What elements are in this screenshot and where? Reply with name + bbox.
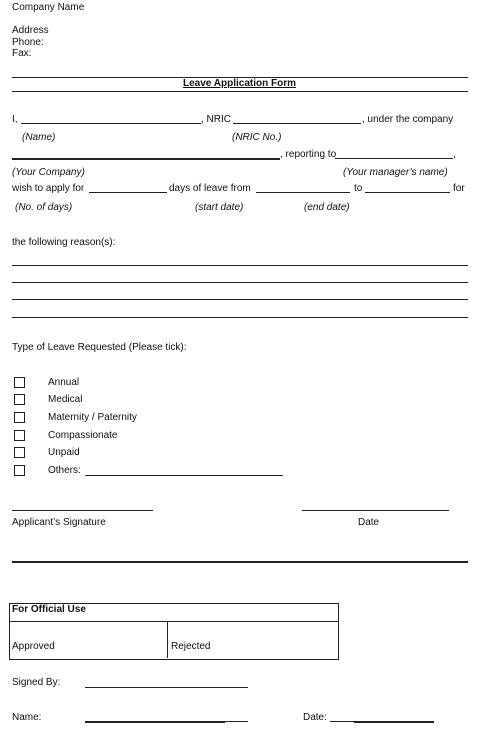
company-field[interactable] <box>12 158 280 160</box>
applicant-signature-label: Applicant’s Signature <box>12 517 106 528</box>
reason-line-2[interactable] <box>12 282 468 283</box>
medical-label: Medical <box>48 394 83 405</box>
manager-hint: (Your manager’s name) <box>343 167 448 178</box>
nric-field[interactable] <box>233 123 361 124</box>
company-hint: (Your Company) <box>12 167 85 178</box>
compassionate-checkbox[interactable] <box>14 430 25 441</box>
footer-date-field[interactable] <box>354 721 434 723</box>
address-label: Address <box>12 25 49 36</box>
name-field-footer[interactable] <box>85 721 225 723</box>
nric-label: , NRIC <box>201 114 231 125</box>
name-hint: (Name) <box>22 132 56 143</box>
name-label: Name: <box>12 712 42 723</box>
form-title: Leave Application Form <box>183 78 296 89</box>
end-hint: (end date) <box>304 202 350 213</box>
name-field[interactable] <box>21 123 201 124</box>
maternity-paternity-label: Maternity / Paternity <box>48 412 137 423</box>
comma: , <box>453 149 456 160</box>
annual-label: Annual <box>48 377 80 388</box>
applicant-signature-line[interactable] <box>12 510 153 511</box>
others-checkbox[interactable] <box>14 465 25 476</box>
footer-date-label: Date: <box>303 712 327 723</box>
wish-apply-label: wish to apply for <box>12 183 85 194</box>
manager-field[interactable] <box>335 158 453 159</box>
applicant-date-label: Date <box>358 517 380 528</box>
under-company-text: , under the company <box>362 114 454 125</box>
reporting-to-label: , reporting to <box>280 149 337 160</box>
signed-by-field[interactable] <box>85 687 248 688</box>
medical-checkbox[interactable] <box>14 394 25 405</box>
to-label: to <box>354 183 363 194</box>
unpaid-label: Unpaid <box>48 447 80 458</box>
reasons-label: the following reason(s): <box>12 237 116 248</box>
company-name: Company Name <box>12 2 85 13</box>
reason-line-3[interactable] <box>12 299 468 300</box>
end-date-field[interactable] <box>365 192 450 193</box>
i-label: I, <box>12 114 18 125</box>
phone-label: Phone: <box>12 37 44 48</box>
rejected-cell[interactable]: Rejected <box>171 641 211 652</box>
official-column-divider <box>167 622 168 658</box>
days-hint: (No. of days) <box>15 202 73 213</box>
reason-line-4[interactable] <box>12 317 468 318</box>
official-use-heading: For Official Use <box>12 604 86 615</box>
name-field-footer-tail <box>225 721 248 722</box>
signed-by-label: Signed By: <box>12 677 61 688</box>
others-label: Others: <box>48 465 81 476</box>
days-from-label: days of leave from <box>169 183 251 194</box>
applicant-date-line[interactable] <box>302 510 449 511</box>
maternity-paternity-checkbox[interactable] <box>14 412 25 423</box>
start-hint: (start date) <box>195 202 244 213</box>
official-header-divider <box>9 621 338 622</box>
start-date-field[interactable] <box>256 192 350 193</box>
reason-line-1[interactable] <box>12 265 468 266</box>
days-field[interactable] <box>89 192 167 193</box>
footer-date-field-lead <box>330 721 354 722</box>
section-divider <box>12 561 468 563</box>
fax-label: Fax: <box>12 48 32 59</box>
leave-type-heading: Type of Leave Requested (Please tick): <box>12 342 187 353</box>
others-field[interactable] <box>85 475 283 476</box>
approved-cell[interactable]: Approved <box>12 641 55 652</box>
for-label: for <box>453 183 465 194</box>
nric-hint: (NRIC No.) <box>232 132 282 143</box>
unpaid-checkbox[interactable] <box>14 447 25 458</box>
compassionate-label: Compassionate <box>48 430 118 441</box>
annual-checkbox[interactable] <box>14 377 25 388</box>
